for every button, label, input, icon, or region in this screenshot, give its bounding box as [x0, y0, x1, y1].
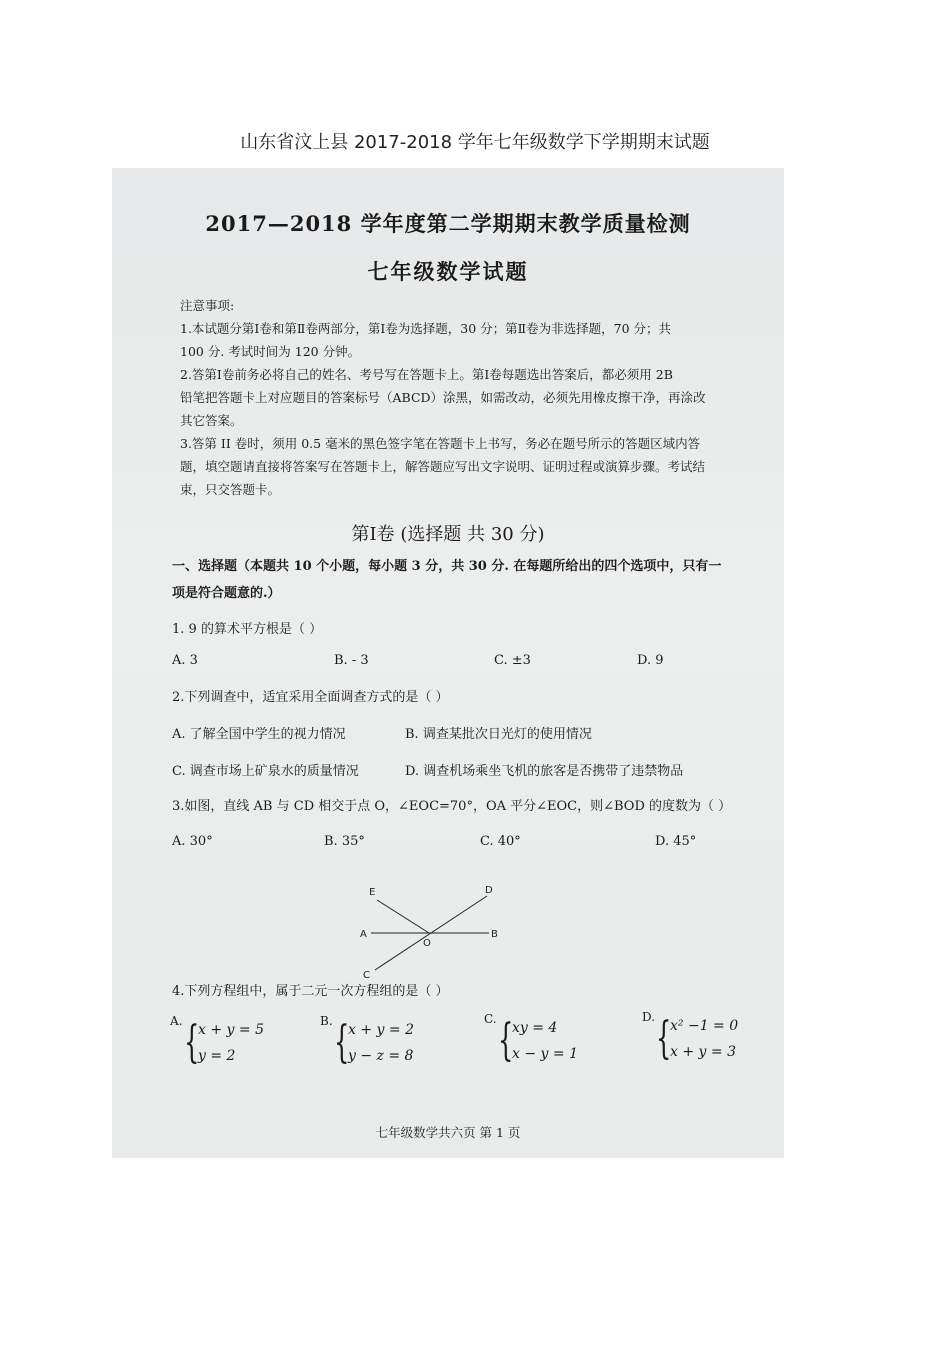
label-d: D [485, 885, 493, 896]
q4-option-d [642, 1010, 762, 1074]
notes-line: 1.本试题分第Ⅰ卷和第Ⅱ卷两部分，第Ⅰ卷为选择题，30 分；第Ⅱ卷为非选择题，70 分；共 [180, 321, 672, 336]
equation: x − y = 1 [512, 1046, 578, 1062]
q1-option-d: D. 9 [637, 653, 664, 668]
notes-line: 铅笔把答题卡上对应题目的答案标号（ABCD）涂黑，如需改动，必须先用橡皮擦干净，再涂改 [180, 390, 706, 405]
section-heading: 第Ⅰ卷 (选择题 共 30 分) [351, 524, 545, 545]
q4-option-b [320, 1014, 430, 1078]
equation: x + y = 5 [198, 1022, 264, 1038]
q2-option-d: D. 调查机场乘坐飞机的旅客是否携带了违禁物品 [405, 764, 684, 779]
question-4-stem: 4.下列方程组中，属于二元一次方程组的是（ ） [172, 984, 449, 999]
brace-icon: { [656, 1013, 672, 1064]
equation: xy = 4 [512, 1020, 558, 1036]
equation: y = 2 [198, 1048, 236, 1064]
q1-option-b: B. - 3 [334, 653, 369, 668]
q4-option-c [484, 1012, 594, 1076]
brace-icon: { [334, 1017, 350, 1068]
part-instructions [172, 553, 767, 607]
exam-subtitle: 七年级数学试题 [367, 259, 529, 284]
exam-notes [180, 294, 760, 501]
q3-option-c: C. 40° [480, 834, 521, 849]
label-e: E [369, 887, 376, 898]
question-3-stem: 3.如图，直线 AB 与 CD 相交于点 O，∠EOC=70°，OA 平分∠EOC，则∠BOD 的度数为（ ） [172, 799, 732, 814]
notes-line: 注意事项: [180, 298, 235, 313]
q3-option-d: D. 45° [655, 834, 697, 849]
equation: x + y = 2 [348, 1022, 414, 1038]
document-title: 山东省汶上县 2017-2018 学年七年级数学下学期期末试题 [240, 132, 710, 153]
brace-icon: { [498, 1015, 514, 1066]
brace-icon: { [184, 1017, 200, 1068]
q4-option-a [170, 1014, 280, 1078]
equation: x + y = 3 [670, 1044, 736, 1060]
q3-option-a: A. 30° [172, 834, 213, 849]
q2-option-a: A. 了解全国中学生的视力情况 [172, 727, 346, 742]
label-a: A [360, 929, 367, 940]
notes-line: 其它答案。 [180, 413, 243, 428]
q4-option-c-label: C. [484, 1012, 497, 1026]
q1-option-a: A. 3 [172, 653, 198, 668]
angle-figure [357, 880, 517, 980]
exam-paper-photo [112, 168, 784, 1158]
q4-option-b-label: B. [320, 1014, 333, 1028]
equation: x² −1 = 0 [670, 1018, 739, 1034]
exam-title: 2017—2018 学年度第二学期期末教学质量检测 [205, 211, 691, 236]
q3-option-b: B. 35° [324, 834, 365, 849]
part-instructions-line: 一、选择题（本题共 10 个小题，每小题 3 分，共 30 分. 在每题所给出的四个选项中，只有一 [172, 559, 722, 574]
label-o: O [423, 938, 431, 949]
notes-line: 束，只交答题卡。 [180, 482, 281, 497]
question-2-stem: 2.下列调查中，适宜采用全面调查方式的是（ ） [172, 690, 449, 705]
ray-oe [377, 900, 429, 933]
notes-line: 3.答第 II 卷时，须用 0.5 毫米的黑色签字笔在答题卡上书写，务必在题号所示的答题区域内答 [180, 436, 701, 451]
equation: y − z = 8 [348, 1048, 414, 1064]
question-1-stem: 1. 9 的算术平方根是（ ） [172, 622, 323, 637]
label-c: C [363, 970, 370, 980]
page-footer: 七年级数学共六页 第 1 页 [375, 1125, 521, 1140]
notes-line: 100 分. 考试时间为 120 分钟。 [180, 344, 361, 359]
q4-option-d-label: D. [642, 1010, 656, 1024]
q2-option-c: C. 调查市场上矿泉水的质量情况 [172, 764, 359, 779]
q1-option-c: C. ±3 [494, 653, 531, 668]
label-b: B [491, 929, 498, 940]
q4-option-a-label: A. [170, 1014, 183, 1028]
q2-option-b: B. 调查某批次日光灯的使用情况 [405, 727, 592, 742]
part-instructions-line: 项是符合题意的.） [172, 586, 281, 601]
notes-line: 题，填空题请直接将答案写在答题卡上，解答题应写出文字说明、证明过程或演算步骤。考试结 [180, 459, 706, 474]
notes-line: 2.答第Ⅰ卷前务必将自己的姓名、考号写在答题卡上。第Ⅰ卷每题选出答案后，都必须用 2B [180, 367, 673, 382]
